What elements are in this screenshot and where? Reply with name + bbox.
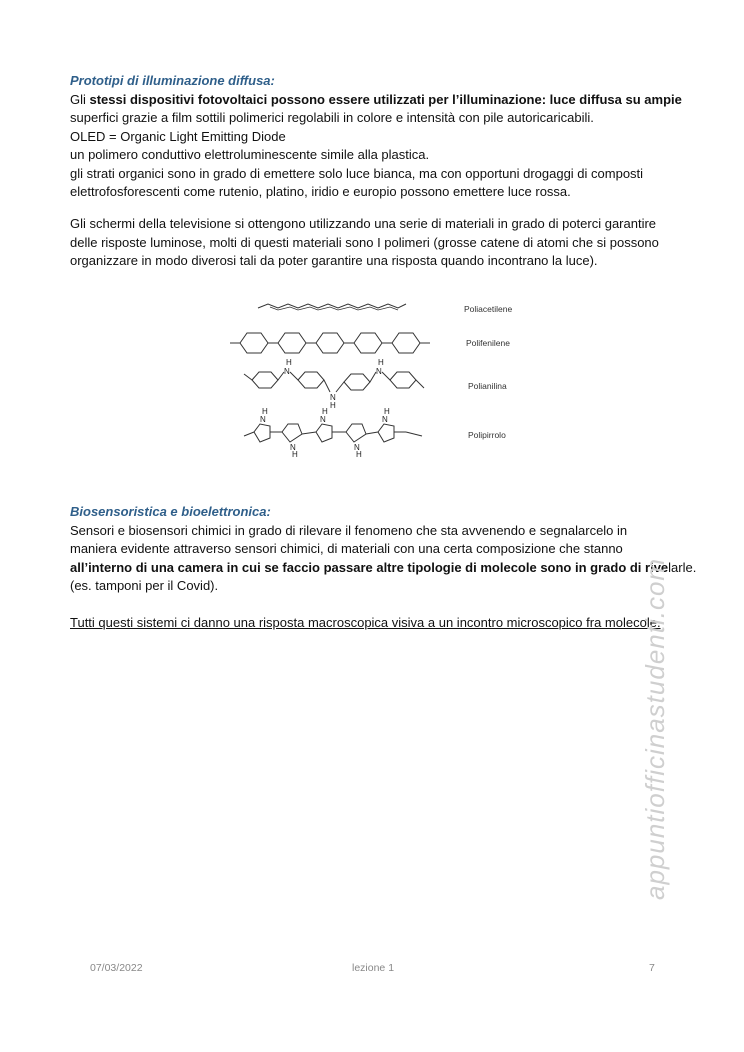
text-line: Gli schermi della televisione si ottengono utilizzando una serie di materiali in grado di poterci garantire	[70, 216, 657, 231]
atom-label: N	[320, 415, 326, 424]
section-biosensoristica	[70, 503, 700, 632]
footer-lesson: lezione 1	[352, 962, 395, 974]
bold-text-span: stessi dispositivi fotovoltaici possono essere utilizzati per l’illuminazione: luce diffusa su ampie	[89, 91, 682, 107]
paragraph-schermi-tv	[70, 215, 700, 271]
heading-text: Prototipi di illuminazione diffusa	[70, 73, 271, 88]
atom-label: H	[378, 358, 384, 367]
bold-text-span: all’interno di una camera in cui se faccio passare altre tipologie di molecole sono in grado di rive	[70, 559, 669, 575]
atom-label: N	[290, 443, 296, 452]
text-line: maniera evidente attraverso sensori chimici, di materiali con una certa composizione che stanno	[70, 541, 623, 556]
heading-colon: :	[270, 73, 275, 88]
structure-label-polianilina: Polianilina	[468, 381, 507, 391]
atom-label: N	[260, 415, 266, 424]
polypyrrole-chain	[244, 424, 422, 442]
atom-label: H	[384, 407, 390, 416]
section-heading	[70, 72, 700, 91]
section-illuminazione	[70, 72, 700, 202]
atom-label: H	[292, 450, 298, 459]
polymer-structures-figure	[226, 296, 526, 460]
atom-label: N	[330, 393, 336, 402]
text-span: larle.	[668, 559, 697, 575]
atom-label: H	[262, 407, 268, 416]
text-line: (es. tamponi per il Covid).	[70, 578, 219, 593]
text-line: elettrofosforescenti come rutenio, platino, iridio e europio possono emettere luce rossa.	[70, 184, 571, 199]
text-line: organizzare in modo diverosi tali da poter garantire una risposta quando incontrano la luce).	[70, 253, 598, 268]
summary-line	[70, 614, 700, 633]
text-line: delle risposte luminose, molti di questi materiali sono I polimeri (grosse catene di atomi che si possono	[70, 234, 659, 250]
text-line: gli strati organici sono in grado di emettere solo luce bianca, ma con opportuni drogaggi di composti	[70, 165, 644, 181]
summary-text: Tutti questi sistemi ci danno una risposta macroscopica visiva a un incontro microscopico fra molecole.	[70, 614, 661, 630]
text-line: OLED = Organic Light Emitting Diode	[70, 128, 286, 144]
text-line: superfici grazie a film sottili polimerici regolabili in colore e intensità con pile autoricaricabili.	[70, 110, 594, 125]
text-span: Gli	[70, 91, 90, 107]
atom-label: N	[284, 367, 290, 376]
atom-label: H	[356, 450, 362, 459]
structure-label-poliacetilene: Poliacetilene	[464, 304, 513, 314]
text-line	[70, 559, 700, 578]
text-line	[70, 91, 700, 110]
atom-label: N	[354, 443, 360, 452]
structure-label-polifenilene: Polifenilene	[466, 338, 510, 348]
section-heading	[70, 503, 700, 522]
text-line: Sensori e biosensori chimici in grado di rilevare il fenomeno che sta avvenendo e segnalarcelo in	[70, 522, 628, 538]
atom-label: N	[382, 415, 388, 424]
polymer-structures-svg	[226, 296, 526, 460]
atom-label: H	[330, 401, 336, 410]
footer-date: 07/03/2022	[90, 962, 143, 974]
heading-colon: :	[266, 504, 271, 519]
atom-label: N	[376, 367, 382, 376]
footer-page-number: 7	[649, 962, 655, 974]
polyacetylene-chain	[258, 304, 406, 310]
atom-label: H	[322, 407, 328, 416]
heading-text: Biosensoristica e bioelettronica	[70, 504, 267, 519]
atom-label: H	[286, 358, 292, 367]
polyaniline-chain	[244, 372, 424, 392]
watermark: appuntiofficinastudenti.com	[640, 557, 670, 900]
structure-label-polipirrolo: Polipirrolo	[468, 430, 506, 440]
text-line: un polimero conduttivo elettroluminescente simile alla plastica.	[70, 147, 430, 162]
polyphenylene-chain	[230, 333, 430, 353]
